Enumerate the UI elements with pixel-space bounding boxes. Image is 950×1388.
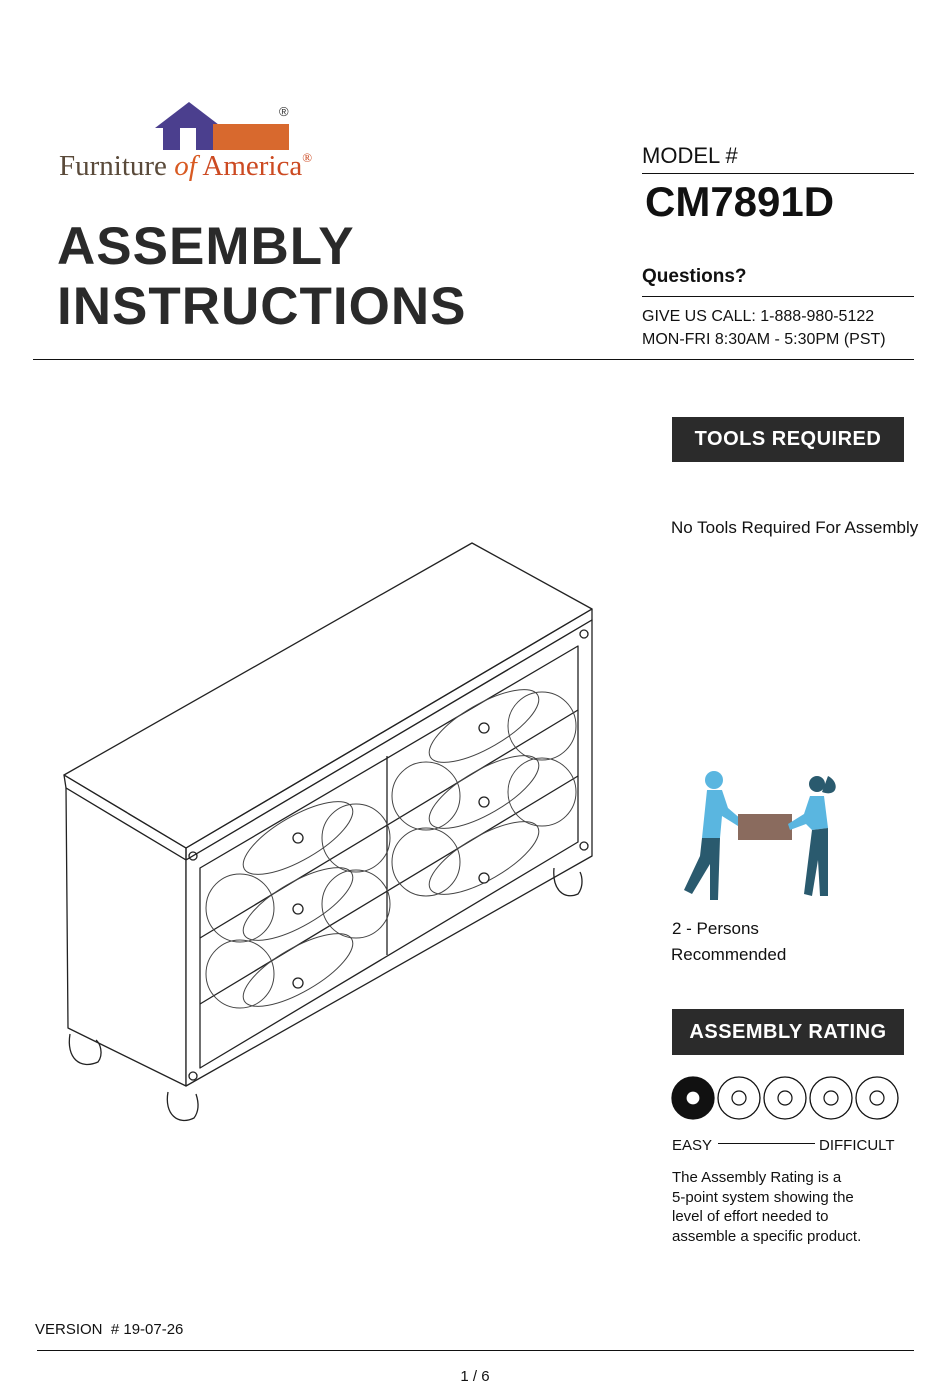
questions-divider <box>642 296 914 297</box>
brand-name <box>59 150 312 183</box>
rating-easy-label: EASY <box>672 1137 713 1154</box>
brand-name-part3: America <box>202 150 303 182</box>
rating-desc-line: 5-point system showing the <box>672 1188 854 1206</box>
brand-name-part2: of <box>174 150 197 182</box>
rating-dot-center <box>824 1091 838 1105</box>
model-number: CM7891D <box>645 178 835 225</box>
rating-description <box>672 1168 912 1246</box>
rating-dot-center <box>686 1091 700 1105</box>
rating-dot-center <box>870 1091 884 1105</box>
house-icon <box>153 98 293 152</box>
registered-mark: ® <box>279 104 289 119</box>
knob <box>293 833 303 843</box>
questions-title: Questions? <box>642 266 747 287</box>
hours-line: MON-FRI 8:30AM - 5:30PM (PST) <box>642 331 886 348</box>
page-number: 1 / 6 <box>460 1368 490 1385</box>
page-title-line1: ASSEMBLY <box>57 217 355 276</box>
brand-registered-mark: ® <box>302 150 313 165</box>
knob <box>479 797 489 807</box>
persons-line2: Recommended <box>671 945 787 964</box>
brand-name-part1: Furniture <box>59 150 167 182</box>
rating-scale-line <box>718 1143 815 1144</box>
rating-desc-line: assemble a specific product. <box>672 1227 862 1245</box>
brand-logo <box>55 98 365 190</box>
phone-line: GIVE US CALL: 1-888-980-5122 <box>642 308 875 325</box>
persons-line1: 2 - Persons <box>672 919 759 938</box>
assembly-rating-badge: ASSEMBLY RATING <box>672 1009 904 1055</box>
rating-dot-center <box>732 1091 746 1105</box>
knob <box>479 723 489 733</box>
model-label: MODEL # <box>642 143 738 168</box>
version-label: VERSION # 19-07-26 <box>35 1321 184 1338</box>
knob <box>293 904 303 914</box>
rating-dots-svg <box>670 1075 906 1121</box>
footer-divider <box>37 1350 914 1351</box>
tools-required-text: No Tools Required For Assembly <box>671 518 919 537</box>
knob <box>293 978 303 988</box>
model-divider <box>642 173 914 174</box>
header-divider <box>33 359 914 360</box>
rating-desc-line: The Assembly Rating is a <box>672 1169 842 1186</box>
dresser-illustration <box>60 538 600 1128</box>
page-title-line2: INSTRUCTIONS <box>57 277 467 336</box>
two-persons-icon <box>672 768 852 903</box>
rating-difficult-label: DIFFICULT <box>819 1137 895 1154</box>
rating-dot-center <box>778 1091 792 1105</box>
rating-scale <box>670 1075 906 1121</box>
tools-required-badge: TOOLS REQUIRED <box>672 417 904 462</box>
knob <box>479 873 489 883</box>
rating-desc-line: level of effort needed to <box>672 1208 829 1225</box>
